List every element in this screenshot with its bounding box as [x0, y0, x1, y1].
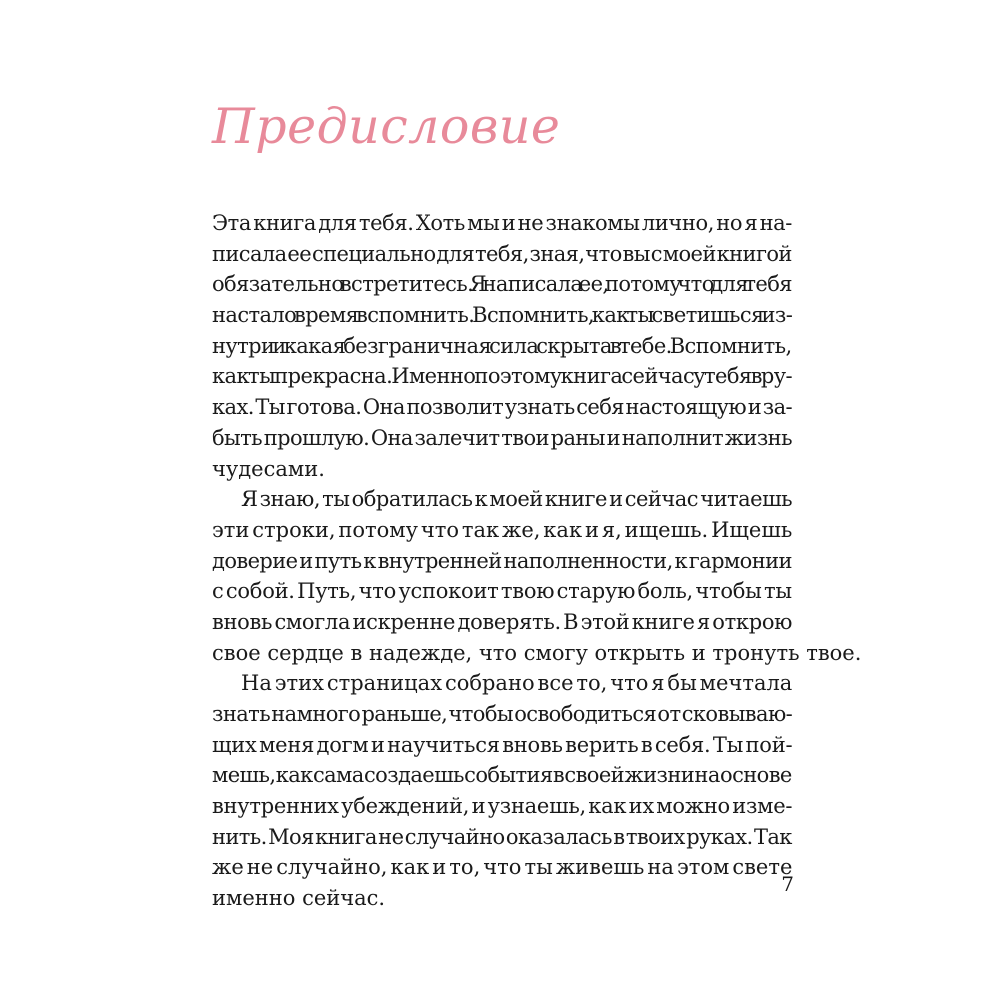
text-line: чудесами.: [212, 456, 325, 481]
text-line: щих меня догм и научиться вновь верить в себя. Ты пой-: [212, 732, 793, 757]
text-line: внутренних убеждений, и узнаешь, как их можно изме-: [212, 794, 793, 819]
text-line: именно сейчас.: [212, 886, 386, 911]
text-line: вновь смогла искренне доверять. В этой книге я открою: [212, 609, 793, 634]
text-line: эти строки, потому что так же, как и я, ищешь. Ищешь: [212, 517, 793, 542]
text-line: как ты прекрасна. Именно поэтому книга сейчас у тебя в ру-: [212, 364, 793, 389]
text-line: Эта книга для тебя. Хоть мы и не знакомы лично, но я на-: [212, 211, 793, 235]
chapter-title: Предисловие: [212, 98, 561, 155]
text-line: знать намного раньше, чтобы освободиться от сковываю-: [212, 702, 793, 726]
text-line: быть прошлую. Она залечит твои раны и наполнит жизнь: [212, 425, 792, 450]
text-line: Я знаю, ты обратилась к моей книге и сейчас читаешь: [241, 487, 793, 512]
body-text: [212, 208, 862, 914]
text-line: писала ее специально для тебя, зная, что вы с моей книгой: [212, 241, 792, 266]
text-line: На этих страницах собрано все то, что я бы мечтала: [241, 671, 793, 696]
text-line: нить. Моя книга не случайно оказалась в твоих руках. Так: [212, 824, 792, 849]
page-number: 7: [781, 872, 794, 896]
text-line: с собой. Путь, что успокоит твою старую боль, чтобы ты: [212, 579, 792, 604]
text-line: доверие и путь к внутренней наполненности, к гармонии: [212, 548, 792, 573]
text-line: свое сердце в надежде, что смогу открыть и тронуть твое.: [212, 640, 862, 665]
text-line: настало время вспомнить. Вспомнить, как ты светишься из-: [212, 303, 793, 328]
text-line: мешь, как сама создаешь события в своей жизни на основе: [212, 763, 792, 788]
text-line: обязательно встретитесь. Я написала ее, потому что для тебя: [212, 272, 792, 297]
text-line: нутри и какая безграничная сила скрыта в тебе. Вспомнить,: [212, 333, 792, 358]
text-line: же не случайно, как и то, что ты живешь на этом свете: [212, 855, 793, 880]
text-line: ках. Ты готова. Она позволит узнать себя настоящую и за-: [212, 395, 793, 420]
